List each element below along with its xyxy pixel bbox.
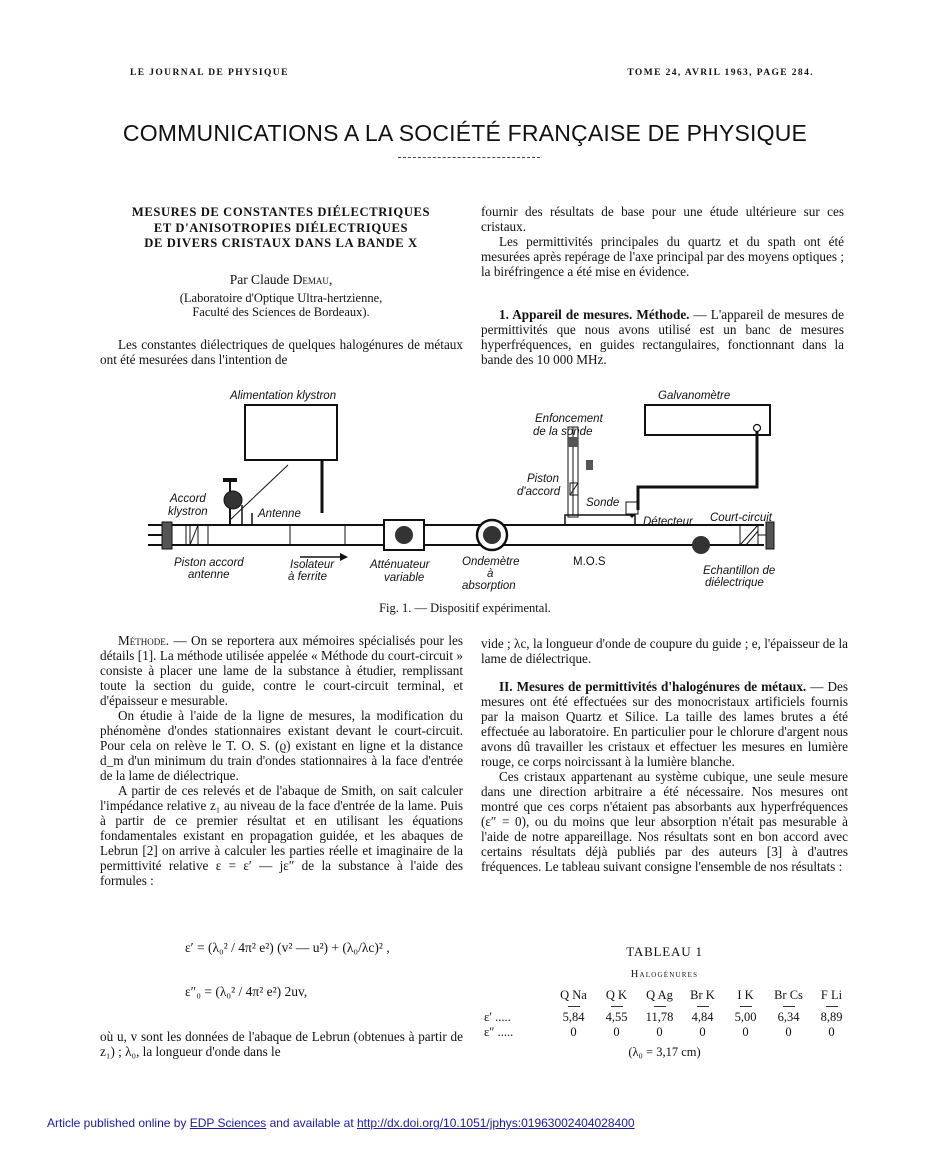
table-cell: 8,89 <box>820 1010 843 1024</box>
table-subtitle: Halogénures <box>630 969 699 980</box>
label-ondemetre: absorption <box>462 580 516 592</box>
table-cell: 5,00 <box>734 1010 757 1024</box>
table-cell: 11,78 <box>645 1010 674 1024</box>
label-enfoncement: Enfoncement <box>535 413 603 425</box>
affiliation-line: (Laboratoire d'Optique Ultra-hertzienne, <box>179 291 383 305</box>
article-title-line: DE DIVERS CRISTAUX DANS LA BANDE X <box>144 236 418 250</box>
paragraph: Ces cristaux appartenant au système cubique, une seule mesure dans une direction arbitraire a été nécessaire. Nos mesures ont montré que ces corps n'étaient pas absorbants aux hyperfréquences (ε″ = 0), ou du moins que leur absorption n'était pas mesurable à l'aide de notre appareillage. Nos résultats sont en bon accord avec certains résultats déjà publiés par des auteurs [3] à d'autres fréquences. Le tableau suivant consigne l'ensemble de nos résultats : <box>481 769 848 874</box>
label-attenuateur: Atténuateur <box>370 559 430 571</box>
label-piston-antenne: antenne <box>188 569 230 581</box>
label-mos: M.O.S <box>573 556 606 568</box>
table-cell: 0 <box>785 1025 792 1039</box>
article-title-line: MESURES DE CONSTANTES DIÉLECTRIQUES <box>131 205 431 219</box>
label-galvanometre: Galvanomètre <box>658 390 731 402</box>
label-ondemetre: Ondemètre <box>462 556 520 568</box>
paragraph: fournir des résultats de base pour une étude ultérieure sur ces cristaux. <box>481 204 844 234</box>
column-header: F Li <box>820 988 843 1002</box>
intro-paragraph <box>100 337 463 367</box>
page-title: COMMUNICATIONS A LA SOCIÉTÉ FRANÇAISE DE PHYSIQUE <box>122 120 808 146</box>
table-row <box>484 1025 853 1040</box>
label-attenuateur: variable <box>384 572 425 584</box>
table-cell: 0 <box>613 1025 620 1039</box>
table-cell: 0 <box>742 1025 749 1039</box>
table-cell: 6,34 <box>777 1010 800 1024</box>
publisher-link[interactable]: EDP Sciences <box>189 1116 267 1130</box>
label-antenne: Antenne <box>258 508 301 520</box>
methode-column <box>100 633 463 888</box>
row-label: ε′ ..... <box>484 1010 511 1024</box>
paragraph: vide ; λc, la longueur d'onde de coupure du guide ; e, l'épaisseur de la lame de diélectrique. <box>481 636 848 666</box>
label-isolateur: Isolateur <box>290 559 335 571</box>
paragraph: où u, v sont les données de l'abaque de Lebrun (obtenues à partir de z₁) ; λ₀, la longueur d'onde dans le <box>100 1029 463 1059</box>
paragraph: — On se reportera aux mémoires spécialisés pour les détails [1]. La méthode utilisée appelée « Méthode du court-circuit » consiste à placer une lame de la substance à étudier, remplissant toute la section du guide, contre le court-circuit terminal, et d'épaisseur e mesurable. <box>100 633 463 708</box>
author-name: Demau <box>292 272 329 287</box>
issue-info: TOME 24, AVRIL 1963, PAGE 284. <box>627 68 814 78</box>
experimental-setup-diagram <box>140 385 800 597</box>
paragraph: On étudie à l'aide de la ligne de mesures, la modification du phénomène d'ondes stationnaires existant devant le court-circuit. Pour cela on relève le T. O. S. (ϱ) existant en ligne et la distance d_m d'un minimum du train d'ondes stationnaires à la face d'entrée de la lame de diélectrique. <box>100 708 463 783</box>
column-header: Q Ag <box>646 988 673 1002</box>
label-echantillon: diélectrique <box>705 577 764 589</box>
column-header: Br K <box>690 988 715 1002</box>
right-lower-column <box>481 636 848 874</box>
table-cell: 0 <box>570 1025 577 1039</box>
column-header: I K <box>737 988 754 1002</box>
methode-heading: Méthode. <box>118 633 170 648</box>
table-cell: 4,55 <box>605 1010 628 1024</box>
column-header: Q Na <box>560 988 587 1002</box>
label-detecteur: Détecteur <box>643 516 693 528</box>
footer-middle: and available at <box>266 1116 357 1130</box>
section-1-heading: 1. Appareil de mesures. Méthode. <box>499 307 690 322</box>
doi-link[interactable]: http://dx.doi.org/10.1051/jphys:01963002404028400 <box>356 1116 635 1130</box>
section-2-heading: II. Mesures de permittivités d'halogénures de métaux. <box>499 679 807 694</box>
label-piston-accord: Piston <box>527 473 559 485</box>
results-table <box>484 988 853 1040</box>
label-piston-accord: d'accord <box>517 486 561 498</box>
section-2-text: — Des mesures ont été effectuées sur des monocristaux artificiels fournis par la maison Quartz et Silice. La taille des lames brutes a été effectuée au laboratoire. En particulier pour le chlorure d'argent nous avons dû travailler les cristaux et effectuer les mesures en lumière rouge, ce corps noircissant à la lumière blanche. <box>481 679 848 769</box>
intro-text: Les constantes diélectriques de quelques halogénures de métaux ont été mesurées dans l'intention de <box>100 337 463 367</box>
table-cell: 0 <box>828 1025 835 1039</box>
formula-eps-prime: ε′ = (λ₀² / 4π² e²) (v² — u²) + (λ₀/λc)² , <box>185 940 390 955</box>
row-label: ε″ ..... <box>484 1025 514 1039</box>
author <box>96 272 466 288</box>
footer-prefix: Article published online by <box>47 1116 190 1130</box>
journal-name: LE JOURNAL DE PHYSIQUE <box>130 68 289 78</box>
label-echantillon: Echantillon de <box>703 565 776 577</box>
label-alimentation: Alimentation klystron <box>230 390 337 402</box>
table-title: TABLEAU 1 <box>626 944 703 959</box>
title-divider <box>398 157 540 158</box>
formula-eps-second: ε″₀ = (λ₀² / 4π² e²) 2uv, <box>185 984 308 999</box>
paragraph: A partir de ces relevés et de l'abaque de Smith, on sait calculer l'impédance relative z₁ au niveau de la face d'entrée de la lame. Puis à partir de ce premier résultat et en utilisant les équations fondamentales existant en propagation guidée, et les abaques de Lebrun [2] on arrive à calculer les parties réelle et imaginaire de la permittivité relative ε = ε′ — jε″ de la substance à l'aide des formules : <box>100 783 463 888</box>
table-cell: 4,84 <box>691 1010 714 1024</box>
formulas <box>185 940 390 1000</box>
label-accord-klystron: klystron <box>168 506 208 518</box>
table-cell: 0 <box>656 1025 663 1039</box>
label-court-circuit: Court-circuit <box>710 512 772 524</box>
affiliation <box>96 291 466 319</box>
column-header: Q K <box>605 988 628 1002</box>
right-top-column <box>481 204 844 279</box>
table-note: (λ₀ = 3,17 cm) <box>628 1045 701 1059</box>
label-ondemetre: à <box>487 568 494 580</box>
author-suffix: , <box>328 272 333 287</box>
author-prefix: Par Claude <box>229 272 293 287</box>
table-cell: 5,84 <box>562 1010 585 1024</box>
label-sonde: Sonde <box>586 497 620 509</box>
label-accord-klystron: Accord <box>170 493 206 505</box>
section-1-text: — L'appareil de mesures de permittivités que nous avons utilisé est un banc de mesures hyperfréquences, en guides rectangulaires, fonctionnant dans la bande des 10 000 MHz. <box>481 307 844 367</box>
footer <box>47 1116 635 1130</box>
article-title-line: ET D'ANISOTROPIES DIÉLECTRIQUES <box>153 220 409 235</box>
formula-explanation <box>100 1029 463 1059</box>
figure-caption: Fig. 1. — Dispositif expérimental. <box>379 601 551 615</box>
table-row <box>484 1010 853 1025</box>
table-header-row <box>484 988 853 1003</box>
column-header: Br Cs <box>774 988 803 1002</box>
label-enfoncement: de la sonde <box>533 426 593 438</box>
label-isolateur: à ferrite <box>288 571 327 583</box>
affiliation-line: Faculté des Sciences de Bordeaux). <box>192 305 370 319</box>
label-piston-antenne: Piston accord <box>174 557 244 569</box>
article-title <box>96 205 466 252</box>
table-cell: 0 <box>699 1025 706 1039</box>
section-1 <box>481 307 844 367</box>
paragraph: Les permittivités principales du quartz et du spath ont été mesurées après repérage de l'axe principal par des moyens optiques ; la biréfringence a été mise en évidence. <box>481 234 844 279</box>
